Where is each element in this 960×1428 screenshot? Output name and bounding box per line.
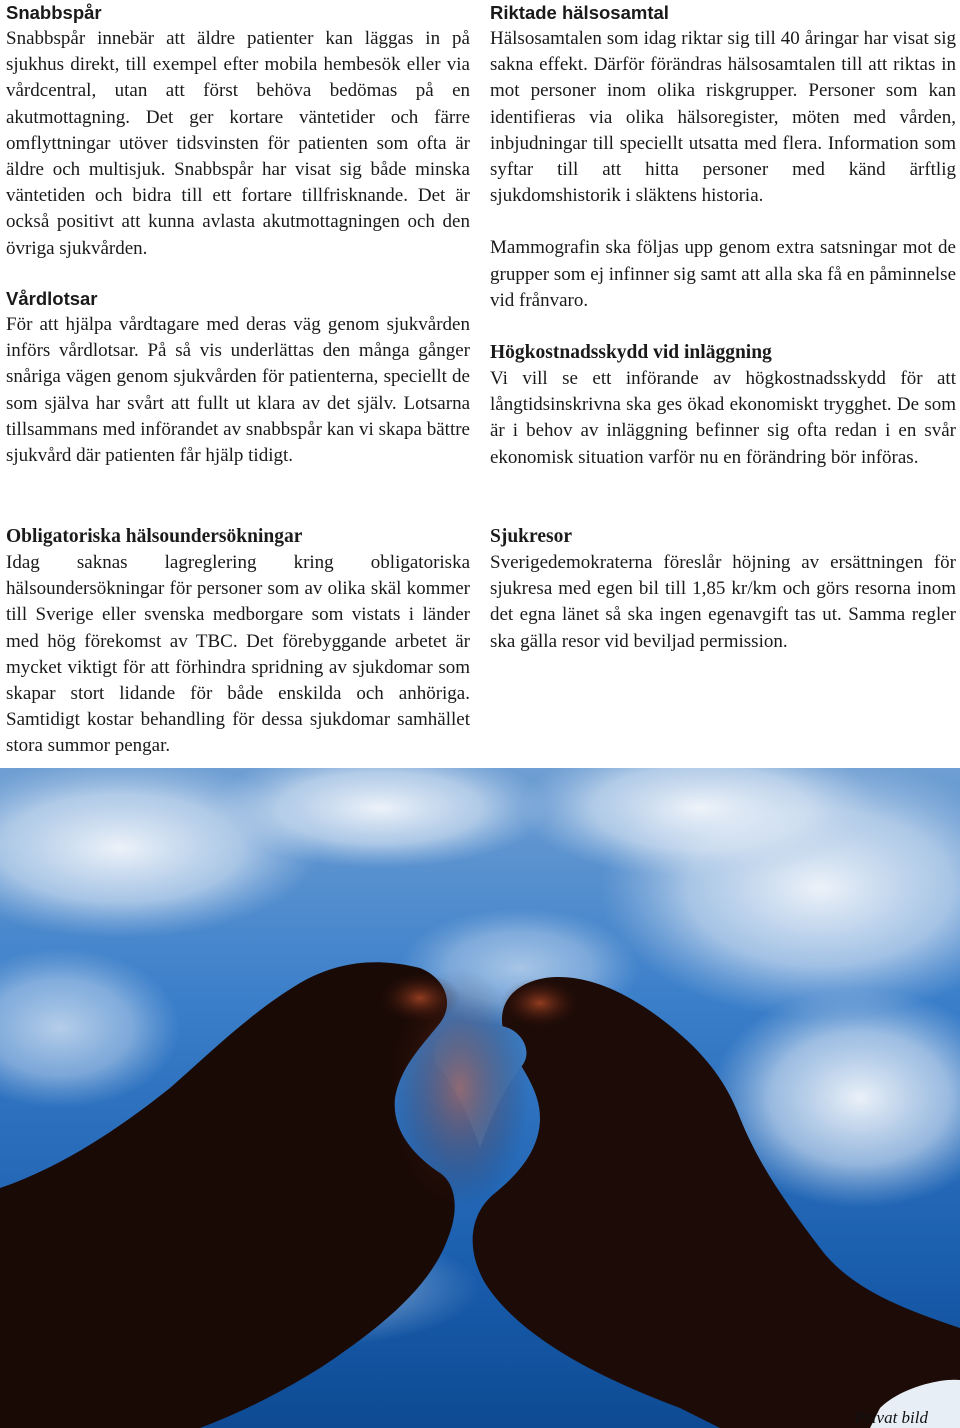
heart-hands-photo: [0, 768, 960, 1428]
section-heading: Obligatoriska hälsoundersökningar: [6, 526, 303, 547]
section-heading: Vårdlotsar: [6, 288, 98, 309]
section-heading: Snabbspår: [6, 2, 102, 23]
section-riktade-halsosamtal: [490, 0, 956, 314]
section-hogkostnadsskydd: [490, 340, 956, 471]
section-heading: Sjukresor: [490, 526, 572, 547]
section-body: Mammografin ska följas upp genom extra satsningar mot de grupper som ej infinner sig samt att alla ska få en påminnelse vid frånvaro.: [490, 237, 956, 311]
section-body: För att hjälpa vårdtagare med deras väg genom sjukvården införs vårdlotsar. På så vis underlättas den många gånger snåriga vägen genom sjukvården för patienterna, speciellt de som själva har svårt att fullt ut klara av det själv. Lotsarna tillsammans med införandet av snabbspår kan vi skapa bättre sjukvård där patienten får hjälp tidigt.: [6, 314, 470, 467]
section-body: Hälsosamtalen som idag riktar sig till 40 åringar har visat sig sakna effekt. Därför förändras hälsosamtalen till att riktas in mot personer inom olika riskgrupper. Personer som kan identifieras via olika hälsoregister, möten med vården, inbjudningar till speciellt utsatta med flera. Information som syftar till att hitta personer med känd ärftlig sjukdomshistorik i släktens historia.: [490, 28, 956, 207]
section-body: Idag saknas lagreglering kring obligatoriska hälsoundersökningar för personer som av olika skäl kommer till Sverige eller svenska medborgare som vistats i länder med hög förekomst av TBC. Det förebyggande arbetet är mycket viktigt för att förhindra spridning av sjukdomar som skapar stort lidande för både enskilda och anhöriga. Samtidigt kostar behandling för dessa sjukdomar samhället stora summor pengar.: [6, 552, 470, 757]
heart-hands-illustration: [0, 768, 960, 1428]
section-body: Vi vill se ett införande av högkostnadsskydd för att långtidsinskrivna ska ges ökad ekonomiskt trygghet. De som är i behov av inläggning befinner sig ofta redan i en svår ekonomisk situation varför nu en förändring bör införas.: [490, 368, 956, 468]
section-body: Sverigedemokraterna föreslår höjning av ersättningen för sjukresa med egen bil till 1,85 kr/km och görs resorna inom det egna länet så ska ingen egenavgift tas ut. Samma regler ska gälla resor vid beviljad permission.: [490, 552, 956, 652]
section-heading: Högkostnadsskydd vid inläggning: [490, 342, 772, 363]
section-snabbspar: [6, 0, 470, 262]
section-vardlotsar: [6, 286, 470, 469]
section-heading: Riktade hälsosamtal: [490, 2, 669, 23]
section-body: Snabbspår innebär att äldre patienter kan läggas in på sjukhus direkt, till exempel efter mobila hembesök eller via vårdcentral, utan att först behöva bedömas på en akutmottagning. Det ger kortare väntetider och färre omflyttningar utöver tidsvinsten för patienten som ofta är äldre och multisjuk. Snabbspår har visat sig både minska väntetiden och bidra till ett fortare tillfrisknande. Det är också positivt att kunna avlasta akutmottagningen och den övriga sjukvården.: [6, 28, 470, 259]
photo-caption: Privat bild: [854, 1408, 928, 1427]
section-halsoundersokningar: [6, 524, 470, 760]
section-sjukresor: [490, 524, 956, 655]
